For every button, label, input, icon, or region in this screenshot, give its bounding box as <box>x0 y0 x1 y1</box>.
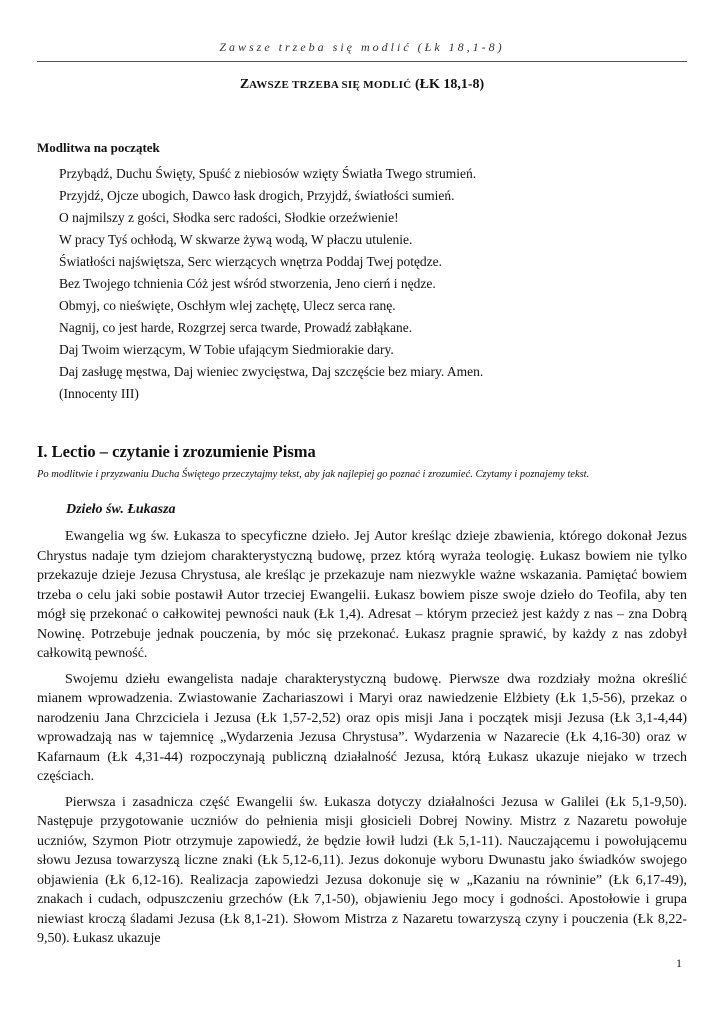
page-number: 1 <box>676 956 682 970</box>
prayer-line: Daj zasługę męstwa, Daj wieniec zwycięstwa, Daj szczęście bez miary. Amen. <box>59 364 484 379</box>
prayer-line: Bez Twojego tchnienia Cóż jest wśród stworzenia, Jeno cierń i nędze. <box>59 276 436 291</box>
prayer-line: O najmilszy z gości, Słodka serc radości, Słodkie orzeźwienie! <box>59 210 399 225</box>
prayer-heading: Modlitwa na początek <box>37 140 160 155</box>
document-title <box>0 77 724 93</box>
prayer-line: W pracy Tyś ochłodą, W skwarze żywą wodą, W płaczu utulenie. <box>59 232 413 247</box>
header-rule <box>37 61 687 62</box>
prayer-lines <box>59 163 679 405</box>
title-smallcaps: AWSZE TRZEBA SIĘ MODLIĆ <box>249 79 412 91</box>
title-initial: Z <box>239 77 250 92</box>
body-paragraph: Swojemu dziełu ewangelista nadaje charakterystyczną budowę. Pierwsze dwa rozdziały można określić mianem wprowadzenia. Zwiastowanie Zachariaszowi i Maryi oraz nawiedzenie Elżbiety (Łk 1,5-56), przekaz o narodzeniu Jana Chrzciciela i Jezusa (Łk 1,57-2,52) oraz opis misji Jana i początek misji Jezusa (Łk 3,1-4,44) wprowadzają nas w tajemnicę „Wydarzenia Jezusa Chrystusa”. Wydarzenia w Nazarecie (Łk 4,16-30) oraz w Kafarnaum (Łk 4,31-44) rozpoczynają publiczną działalność Jezusa, którą Łukasz ukazuje niejako w trzech częściach. <box>37 671 687 784</box>
running-header: Zawsze trzeba się modlić (Łk 18,1-8) <box>219 40 505 54</box>
prayer-line: Obmyj, co nieświęte, Oschłym wlej zachętę, Ulecz serca ranę. <box>59 298 396 313</box>
section-intro: Po modlitwie i przyzwaniu Ducha Świętego przeczytajmy tekst, aby jak najlepiej go poznać i zrozumieć. Czytamy i poznajemy tekst. <box>37 469 590 480</box>
body-paragraph: Ewangelia wg św. Łukasza to specyficzne dzieło. Jej Autor kreśląc dzieje zbawienia, którego dokonał Jezus Chrystus nadaje tym dziejom charakterystyczną budowę, przez którą wyraża teologię. Łukasz bowiem nie tylko przekazuje dzieje Jezusa Chrystusa, ale kreśląc je przekazuje nam niezwykle ważne wskazania. Pamiętać bowiem trzeba o celu jaki sobie postawił Autor trzeciej Ewangelii. Łukasz bowiem pisze swoje dzieło do Teofila, aby ten mógł się przekonać o całkowitej pewności nauk (Łk 1,4). Adresat – którym przecież jest każdy z nas – zna Dobrą Nowinę. Potrzebuje jednak pouczenia, by móc się przekonać. Łukasz pragnie sprawić, by każdy z nas zdobył całkowitą pewność. <box>37 529 687 661</box>
title-reference: (ŁK 18,1-8) <box>414 77 485 92</box>
prayer-attribution: (Innocenty III) <box>59 386 139 401</box>
subsection-heading: Dzieło św. Łukasza <box>66 502 176 517</box>
prayer-line: Światłości najświętsza, Serc wierzących wnętrza Poddaj Twej potędze. <box>59 254 443 269</box>
prayer-line: Przyjdź, Ojcze ubogich, Dawco łask drogich, Przyjdź, światłości sumień. <box>59 188 455 203</box>
body-paragraph: Pierwsza i zasadnicza część Ewangelii św. Łukasza dotyczy działalności Jezusa w Galilei (Łk 5,1-9,50). Następuje przygotowanie uczniów do pełnienia misji głosicieli Dobrej Nowiny. Mistrz z Nazaretu powołuje uczniów, Szymon Piotr otrzymuje zapowiedź, że będzie łowił ludzi (Łk 5,1-11). Nauczającemu i powołującemu słowu Jezusa towarzyszą liczne znaki (Łk 5,12-6,11). Jezus dokonuje wyboru Dwunastu jako świadków swojego objawienia (Łk 6,12-16). Realizacja zapowiedzi Jezusa dokonuje się w „Kazaniu na równinie” (Łk 6,17-49), znakach i cudach, odpuszczeniu grzechów (Łk 7,1-50), objawieniu Jego mocy i godności. Apostołowie i grupa niewiast kroczą śladami Jezusa (Łk 8,1-21). Słowom Mistrza z Nazaretu towarzyszą czyny i pouczenia (Łk 8,22-9,50). Łukasz ukazuje <box>37 794 687 946</box>
prayer-line: Daj Twoim wierzącym, W Tobie ufającym Siedmiorakie dary. <box>59 342 394 357</box>
prayer-line: Nagnij, co jest harde, Rozgrzej serca twarde, Prowadź zabłąkane. <box>59 320 413 335</box>
prayer-line: Przybądź, Duchu Święty, Spuść z niebiosów wzięty Światła Twego strumień. <box>59 166 477 181</box>
body-text <box>37 527 687 949</box>
section-heading: I. Lectio – czytanie i zrozumienie Pisma <box>37 442 316 461</box>
